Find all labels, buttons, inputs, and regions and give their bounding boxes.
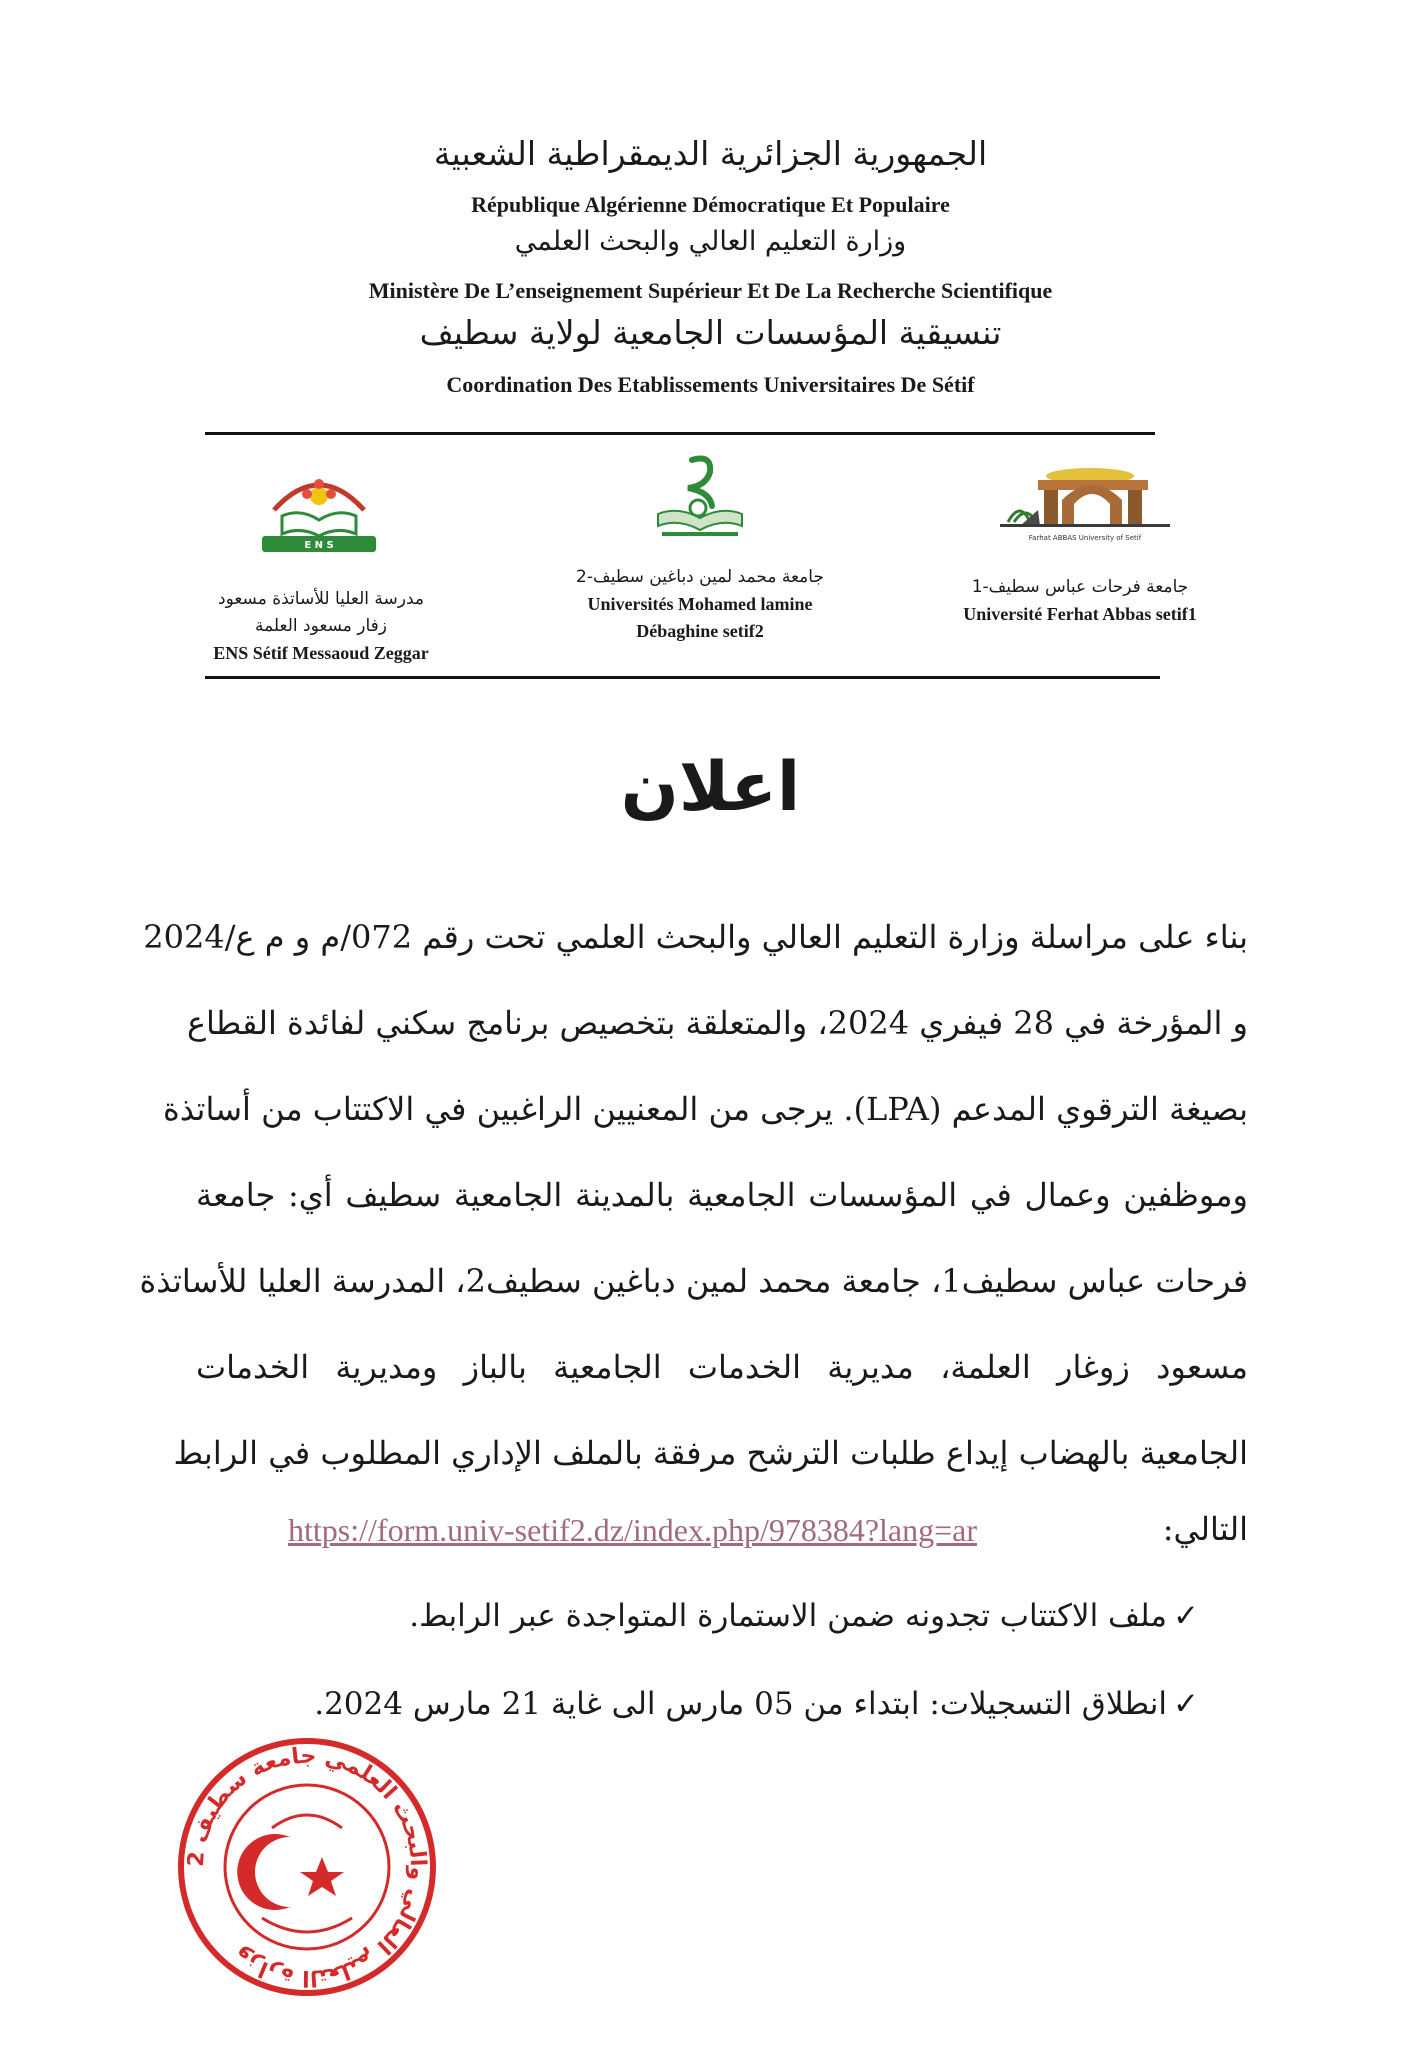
link-label: التالي:: [1162, 1510, 1248, 1548]
body-line: الجامعية بالهضاب إيداع طلبات الترشح مرفقة بالملف الإداري المطلوب في الرابط: [173, 1434, 1248, 1472]
bullet-text: انطلاق التسجيلات: ابتداء من 05 مارس الى غاية 21 مارس 2024.: [314, 1686, 1168, 1722]
institution-ar-line1: مدرسة العليا للأساتذة مسعود: [218, 589, 424, 609]
body-line: فرحات عباس سطيف1، جامعة محمد لمين دباغين سطيف2، المدرسة العليا للأساتذة: [139, 1262, 1248, 1300]
link-line: [196, 1510, 1248, 1570]
body-line: بصيغة الترقوي المدعم (LPA). يرجى من المعنيين الراغبين في الاكتتاب من أساتذة: [162, 1090, 1248, 1128]
institution-ens: [176, 586, 466, 667]
institution-ar-line2: زفار مسعود العلمة: [254, 616, 388, 636]
logo-setif2: [652, 452, 748, 546]
header-bottom-rule: [205, 676, 1160, 679]
institution-ferhat-abbas: [930, 574, 1230, 628]
institution-fr-line1: Universités Mohamed lamine: [587, 594, 813, 614]
institution-fr: Université Ferhat Abbas setif1: [963, 604, 1197, 624]
institution-setif2: [540, 564, 860, 645]
institution-ar: جامعة محمد لمين دباغين سطيف-2: [576, 567, 824, 587]
svg-text:وزارة التعليم العالي والبحث ال: [184, 1744, 430, 1990]
bullet-text: ملف الاكتتاب تجدونه ضمن الاستمارة المتواجدة عبر الرابط.: [409, 1598, 1168, 1634]
ministry-ar: وزارة التعليم العالي والبحث العلمي: [514, 226, 907, 257]
registration-link[interactable]: https://form.univ-setif2.dz/index.php/978384?lang=ar: [288, 1512, 978, 1548]
logo-ferhat-abbas: [1000, 460, 1170, 548]
bullet-item: [314, 1686, 1199, 1736]
ministry-fr: Ministère De L’enseignement Supérieur Et De La Recherche Scientifique: [368, 278, 1053, 303]
logo-caption: Farhat ABBAS University of Setif: [1028, 534, 1142, 542]
body-line: بناء على مراسلة وزارة التعليم العالي والبحث العلمي تحت رقم 072/م و م ع/2024: [143, 918, 1248, 956]
republic-ar: الجمهورية الجزائرية الديمقراطية الشعبية: [433, 134, 988, 173]
announcement-title: اعلان: [620, 748, 801, 827]
stamp-text: وزارة التعليم العالي والبحث العلمي جامعة سطيف 2: [183, 1743, 431, 1991]
logo-ens: [254, 470, 384, 564]
bullet-item: [409, 1598, 1199, 1648]
official-stamp: [172, 1732, 442, 2006]
institution-fr: ENS Sétif Messaoud Zeggar: [213, 643, 429, 663]
institution-fr-line2: Débaghine setif2: [636, 621, 764, 641]
arch-ruins-logo: [1000, 460, 1170, 544]
institution-ar: جامعة فرحات عباس سطيف-1: [971, 577, 1189, 597]
body-line: و المؤرخة في 28 فيفري 2024، والمتعلقة بتخصيص برنامج سكني لفائدة القطاع: [186, 1004, 1248, 1042]
ens-book-flower-logo: [254, 470, 384, 560]
coordination-fr: Coordination Des Etablissements Universitaires De Sétif: [446, 372, 975, 397]
coordination-ar: تنسيقية المؤسسات الجامعية لولاية سطيف: [419, 313, 1002, 352]
seal-stamp-icon: [172, 1732, 442, 2002]
body-line: وموظفين وعمال في المؤسسات الجامعية بالمدينة الجامعية سطيف أي: جامعة: [196, 1176, 1248, 1214]
header-top-rule: [205, 432, 1155, 435]
republic-fr: République Algérienne Démocratique Et Populaire: [471, 192, 950, 217]
body-line: مسعود زوغار العلمة، مديرية الخدمات الجامعية بالباز ومديرية الخدمات: [196, 1348, 1248, 1386]
green-calligraphy-book-logo: [652, 452, 748, 542]
check-mark-icon: ✓: [1173, 1686, 1199, 1722]
check-mark-icon: ✓: [1173, 1598, 1199, 1634]
logo-caption: E N S: [304, 540, 334, 551]
